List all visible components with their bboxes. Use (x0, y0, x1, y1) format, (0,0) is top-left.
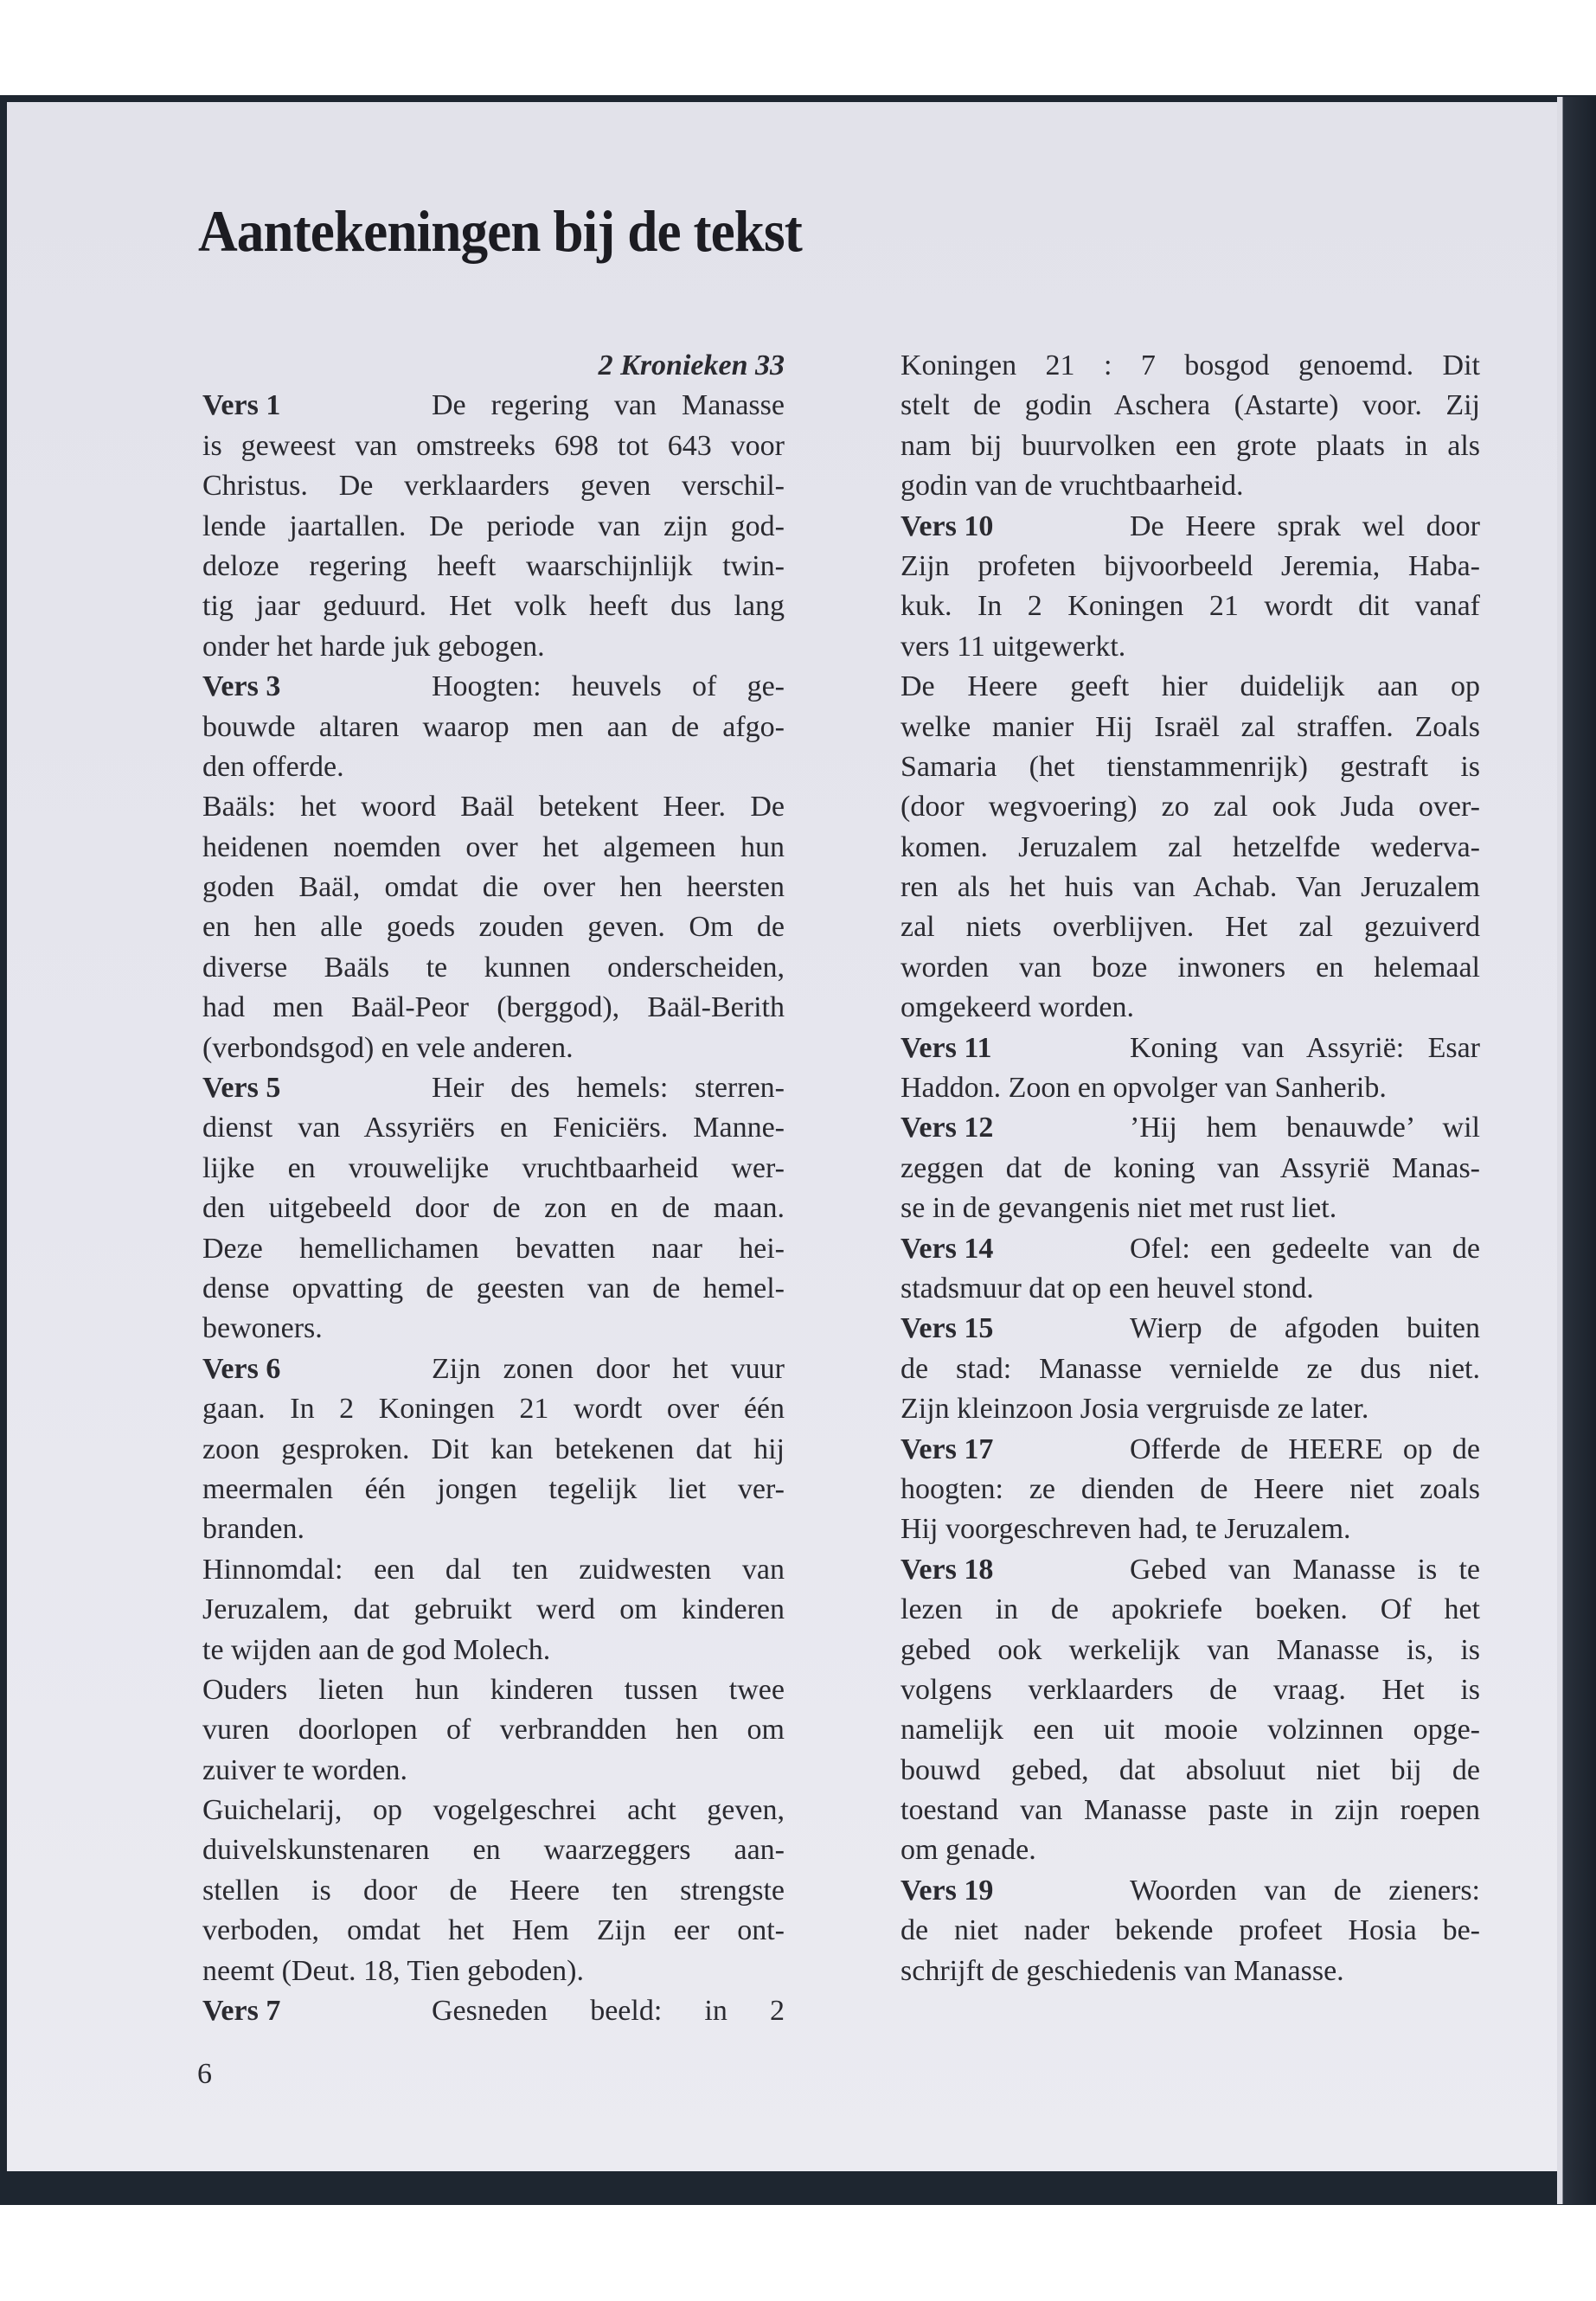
text-line (202, 1068, 785, 1108)
text-line (202, 507, 785, 547)
verse-label: Vers 14 (901, 1232, 994, 1265)
text-line (901, 1068, 1480, 1108)
text-line (202, 1751, 785, 1791)
verse-label: Vers 3 (202, 670, 281, 703)
verse-label: Vers 6 (202, 1352, 281, 1385)
text-line (202, 547, 785, 586)
text-line (901, 1631, 1480, 1670)
line-text: Jeruzalem, dat gebruikt werd om kinderen (202, 1593, 785, 1626)
verse-label: Vers 10 (901, 510, 994, 542)
text-line (901, 1791, 1480, 1830)
line-text: en hen alle goeds zouden geven. Om de (202, 911, 785, 944)
text-line (202, 1430, 785, 1470)
verse-label: Vers 7 (202, 1995, 281, 2028)
line-text: neemt (Deut. 18, Tien geboden). (202, 1954, 584, 1987)
text-line (901, 1108, 1480, 1148)
line-text: gebed ook werkelijk van Manasse is, is (901, 1633, 1480, 1666)
line-text: lende jaartallen. De periode van zijn god- (202, 510, 785, 542)
line-text: lijke en vrouwelijke vruchtbaarheid wer- (202, 1151, 785, 1184)
line-text: Ouders lieten hun kinderen tussen twee (202, 1673, 785, 1706)
text-line (901, 1189, 1480, 1228)
text-line (202, 627, 785, 667)
text-line (202, 708, 785, 747)
verse-label: Vers 19 (901, 1874, 994, 1907)
line-text: stelt de godin Aschera (Astarte) voor. Zij (901, 389, 1480, 422)
verse-label: Vers 5 (202, 1072, 281, 1105)
page-number: 6 (197, 2058, 212, 2090)
line-text: de niet nader bekende profeet Hosia be- (901, 1914, 1480, 1947)
line-text: Hij voorgeschreven had, te Jeruzalem. (901, 1513, 1351, 1546)
left-column (202, 346, 785, 2031)
text-line (901, 386, 1480, 426)
line-text: ’Hij hem benauwde’ wil (1130, 1112, 1480, 1144)
text-line (901, 346, 1480, 386)
text-line (901, 907, 1480, 947)
line-text: Christus. De verklaarders geven verschil- (202, 470, 785, 503)
text-line (202, 1229, 785, 1269)
line-text: den uitgebeeld door de zon en de maan. (202, 1192, 785, 1225)
text-line (202, 1791, 785, 1830)
line-text: Offerde de HEERE op de (1130, 1433, 1480, 1465)
text-line (901, 1550, 1480, 1590)
line-text: se in de gevangenis niet met rust liet. (901, 1192, 1337, 1225)
line-text: heidenen noemden over het algemeen hun (202, 830, 785, 863)
line-text: De Heere geeft hier duidelijk aan op (901, 670, 1480, 703)
line-text: hoogten: ze dienden de Heere niet zoals (901, 1472, 1480, 1505)
text-line (202, 1309, 785, 1349)
text-line (202, 988, 785, 1028)
text-line (202, 1269, 785, 1309)
text-line (202, 1710, 785, 1750)
text-line (202, 386, 785, 426)
line-text: Koningen 21 : 7 bosgod genoemd. Dit (901, 349, 1480, 381)
line-text: duivelskunstenaren en waarzeggers aan- (202, 1834, 785, 1867)
line-text: de stad: Manasse vernielde ze dus niet. (901, 1352, 1480, 1385)
line-text: schrijft de geschiedenis van Manasse. (901, 1954, 1344, 1987)
text-line (202, 868, 785, 907)
line-text: onder het harde juk gebogen. (202, 630, 545, 663)
line-text: Gesneden beeld: in 2 (432, 1995, 785, 2028)
line-text: is geweest van omstreeks 698 tot 643 voor (202, 429, 785, 462)
line-text: welke manier Hij Israël zal straffen. Zoals (901, 710, 1480, 743)
line-text: Gebed van Manasse is te (1130, 1553, 1480, 1586)
text-line (901, 1670, 1480, 1710)
line-text: meermalen één jongen tegelijk liet ver- (202, 1472, 785, 1505)
line-text: bewoners. (202, 1312, 323, 1345)
text-line (202, 1029, 785, 1068)
line-text: Hinnomdal: een dal ten zuidwesten van (202, 1553, 785, 1586)
text-line (202, 1470, 785, 1509)
text-line (202, 948, 785, 988)
line-text: Zijn kleinzoon Josia vergruisde ze later. (901, 1393, 1369, 1426)
text-line (202, 667, 785, 707)
text-line (901, 868, 1480, 907)
text-line (202, 1189, 785, 1228)
text-line (901, 1590, 1480, 1630)
line-text: Haddon. Zoon en opvolger van Sanherib. (901, 1072, 1387, 1105)
text-line (202, 1349, 785, 1389)
line-text: tig jaar geduurd. Het volk heeft dus lang (202, 590, 785, 623)
text-line (901, 627, 1480, 667)
line-text: Woorden van de zieners: (1130, 1874, 1480, 1907)
text-line (202, 466, 785, 506)
text-line (202, 1631, 785, 1670)
line-text: Guichelarij, op vogelgeschrei acht geven, (202, 1794, 785, 1827)
text-line (901, 1952, 1480, 1991)
text-line (901, 1269, 1480, 1309)
line-text: deloze regering heeft waarschijnlijk twin- (202, 549, 785, 582)
line-text: De Heere sprak wel door (1130, 510, 1480, 542)
text-line (901, 988, 1480, 1028)
text-line (901, 747, 1480, 787)
line-text: bouwd gebed, dat absoluut niet bij de (901, 1753, 1480, 1786)
line-text: godin van de vruchtbaarheid. (901, 470, 1244, 503)
line-text: lezen in de apokriefe boeken. Of het (901, 1593, 1480, 1626)
text-line (202, 1830, 785, 1870)
text-line (202, 1952, 785, 1991)
text-line (901, 1751, 1480, 1791)
line-text: zeggen dat de koning van Assyrië Manas- (901, 1151, 1480, 1184)
line-text: stadsmuur dat op een heuvel stond. (901, 1272, 1314, 1304)
line-text: verboden, omdat het Hem Zijn eer ont- (202, 1914, 785, 1947)
verse-label: Vers 1 (202, 389, 281, 422)
text-line (202, 1550, 785, 1590)
text-line (202, 907, 785, 947)
text-line (901, 1029, 1480, 1068)
line-text: stellen is door de Heere ten strengste (202, 1874, 785, 1907)
text-line (202, 828, 785, 868)
text-line (901, 1911, 1480, 1951)
text-line (901, 1710, 1480, 1750)
text-line (901, 1389, 1480, 1429)
text-line (901, 507, 1480, 547)
line-text: den offerde. (202, 750, 344, 783)
text-line (202, 787, 785, 827)
text-line (202, 1871, 785, 1911)
verse-label: Vers 12 (901, 1112, 994, 1144)
line-text: zoon gesproken. Dit kan betekenen dat hij (202, 1433, 785, 1465)
line-text: ren als het huis van Achab. Van Jeruzalem (901, 871, 1480, 904)
text-line (901, 586, 1480, 626)
line-text: nam bij buurvolken een grote plaats in als (901, 429, 1480, 462)
line-text: namelijk een uit mooie volzinnen opge- (901, 1714, 1480, 1747)
text-line (901, 948, 1480, 988)
line-text: kuk. In 2 Koningen 21 wordt dit vanaf (901, 590, 1480, 623)
line-text: dienst van Assyriërs en Feniciërs. Manne- (202, 1112, 785, 1144)
line-text: toestand van Manasse paste in zijn roepen (901, 1794, 1480, 1827)
line-text: dense opvatting de geesten van de hemel- (202, 1272, 785, 1304)
line-text: vuren doorlopen of verbrandden hen om (202, 1714, 785, 1747)
line-text: zuiver te worden. (202, 1753, 407, 1786)
line-text: Deze hemellichamen bevatten naar hei- (202, 1232, 785, 1265)
line-text: diverse Baäls te kunnen onderscheiden, (202, 951, 785, 984)
line-text: Wierp de afgoden buiten (1130, 1312, 1480, 1345)
line-text: Koning van Assyrië: Esar (1130, 1031, 1480, 1064)
line-text: zal niets overblijven. Het zal gezuiverd (901, 911, 1480, 944)
line-text: komen. Jeruzalem zal hetzelfde wederva- (901, 830, 1480, 863)
text-line (202, 1590, 785, 1630)
text-line (901, 1349, 1480, 1389)
text-line (202, 747, 785, 787)
verse-label: Vers 15 (901, 1312, 994, 1345)
text-line (202, 426, 785, 466)
text-line (202, 1911, 785, 1951)
line-text: (verbondsgod) en vele anderen. (202, 1031, 574, 1064)
text-line (202, 586, 785, 626)
line-text: Hoogten: heuvels of ge- (432, 670, 785, 703)
text-line (901, 667, 1480, 707)
line-text: Zijn profeten bijvoorbeeld Jeremia, Haba- (901, 549, 1480, 582)
line-text: Heir des hemels: sterren- (432, 1072, 785, 1105)
page-title: Aantekeningen bij de tekst (198, 198, 802, 264)
text-line (901, 1470, 1480, 1509)
text-line (901, 708, 1480, 747)
text-line (901, 1149, 1480, 1189)
line-text: had men Baäl-Peor (berggod), Baäl-Berith (202, 991, 785, 1024)
line-text: gaan. In 2 Koningen 21 wordt over één (202, 1393, 785, 1426)
line-text: omgekeerd worden. (901, 991, 1135, 1024)
text-line (901, 466, 1480, 506)
line-text: goden Baäl, omdat die over hen heersten (202, 871, 785, 904)
line-text: branden. (202, 1513, 305, 1546)
text-line (901, 1229, 1480, 1269)
line-text: om genade. (901, 1834, 1036, 1867)
line-text: Zijn zonen door het vuur (432, 1352, 785, 1385)
right-column (901, 346, 1480, 1991)
text-line (202, 1991, 785, 2031)
line-text: Samaria (het tienstammenrijk) gestraft is (901, 750, 1480, 783)
text-line (202, 1149, 785, 1189)
text-line (901, 547, 1480, 586)
section-heading: 2 Kronieken 33 (598, 349, 785, 381)
line-text: Ofel: een gedeelte van de (1130, 1232, 1480, 1265)
line-text: (door wegvoering) zo zal ook Juda over- (901, 791, 1480, 824)
text-line (202, 1108, 785, 1148)
line-text: volgens verklaarders de vraag. Het is (901, 1673, 1480, 1706)
verse-label: Vers 17 (901, 1433, 994, 1465)
line-text: De regering van Manasse (432, 389, 785, 422)
line-text: vers 11 uitgewerkt. (901, 630, 1126, 663)
text-line (901, 426, 1480, 466)
book-spine-edge (1557, 97, 1596, 2204)
text-line (202, 1389, 785, 1429)
line-text: Baäls: het woord Baäl betekent Heer. De (202, 791, 785, 824)
text-line (901, 1871, 1480, 1911)
text-line (901, 787, 1480, 827)
text-line (901, 828, 1480, 868)
verse-label: Vers 11 (901, 1031, 992, 1064)
text-line (901, 1309, 1480, 1349)
text-line (901, 1430, 1480, 1470)
text-line (901, 1830, 1480, 1870)
text-line (202, 1670, 785, 1710)
verse-label: Vers 18 (901, 1553, 994, 1586)
line-text: te wijden aan de god Molech. (202, 1633, 551, 1666)
text-line (202, 1509, 785, 1549)
line-text: worden van boze inwoners en helemaal (901, 951, 1480, 984)
text-line (901, 1509, 1480, 1549)
line-text: bouwde altaren waarop men aan de afgo- (202, 710, 785, 743)
